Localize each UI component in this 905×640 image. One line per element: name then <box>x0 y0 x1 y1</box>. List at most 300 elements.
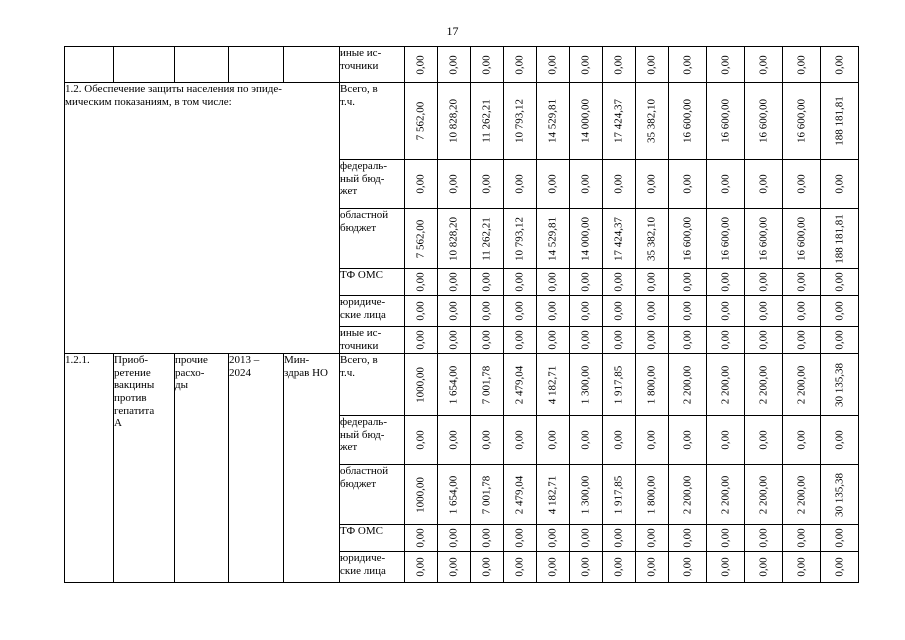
funding-source: Всего, в т.ч. <box>340 83 405 160</box>
amount-cell <box>537 83 570 160</box>
amount-value: 0,00 <box>579 528 592 548</box>
amount-cell <box>405 209 438 269</box>
amount-value: 35 382,10 <box>645 216 658 261</box>
amount-cell <box>504 354 537 416</box>
amount-value: 0,00 <box>579 54 592 75</box>
amount-cell <box>405 465 438 525</box>
amount-cell <box>669 83 707 160</box>
amount-value: 0,00 <box>833 174 846 194</box>
amount-value: 1 800,00 <box>645 365 658 404</box>
amount-cell <box>603 47 636 83</box>
amount-value: 0,00 <box>645 272 658 292</box>
table-row <box>65 83 859 160</box>
funding-source: федераль- ный бюд- жет <box>340 160 405 209</box>
amount-cell <box>471 269 504 296</box>
amount-value: 0,00 <box>795 330 808 350</box>
amount-cell <box>745 354 783 416</box>
amount-value: 2 200,00 <box>719 365 732 404</box>
amount-cell <box>707 525 745 552</box>
amount-value: 0,00 <box>546 430 559 450</box>
amount-cell <box>783 416 821 465</box>
amount-cell <box>707 416 745 465</box>
amount-cell <box>438 209 471 269</box>
amount-cell <box>471 47 504 83</box>
item-executor: Мин- здрав НО <box>284 354 340 583</box>
amount-value: 0,00 <box>833 528 846 548</box>
funding-source: ТФ ОМС <box>340 525 405 552</box>
amount-value: 0,00 <box>719 528 732 548</box>
amount-value: 0,00 <box>546 301 559 321</box>
amount-value: 0,00 <box>833 430 846 450</box>
amount-value: 0,00 <box>480 557 493 577</box>
amount-value: 11 262,21 <box>480 99 493 143</box>
amount-value: 0,00 <box>833 557 846 577</box>
amount-value: 0,00 <box>513 330 526 350</box>
amount-cell <box>438 525 471 552</box>
amount-cell <box>537 209 570 269</box>
amount-cell <box>745 525 783 552</box>
amount-cell <box>537 465 570 525</box>
amount-cell <box>537 354 570 416</box>
item-period: 2013 – 2024 <box>229 354 284 583</box>
amount-cell <box>570 354 603 416</box>
amount-cell <box>471 552 504 583</box>
amount-value: 0,00 <box>757 54 770 75</box>
amount-value: 0,00 <box>795 430 808 450</box>
amount-value: 0,00 <box>833 301 846 321</box>
amount-cell <box>405 525 438 552</box>
amount-cell <box>570 525 603 552</box>
amount-cell <box>471 296 504 327</box>
amount-value: 0,00 <box>513 174 526 194</box>
amount-value: 0,00 <box>681 528 694 548</box>
amount-cell <box>707 160 745 209</box>
amount-cell <box>745 160 783 209</box>
amount-value: 0,00 <box>612 430 625 450</box>
amount-value: 0,00 <box>612 330 625 350</box>
amount-value: 0,00 <box>480 301 493 321</box>
amount-cell <box>438 296 471 327</box>
amount-cell <box>745 552 783 583</box>
amount-cell <box>707 296 745 327</box>
amount-cell <box>471 354 504 416</box>
amount-cell <box>570 327 603 354</box>
amount-cell <box>504 83 537 160</box>
budget-table <box>64 46 859 583</box>
amount-cell <box>603 354 636 416</box>
amount-value: 0,00 <box>414 430 427 450</box>
amount-cell <box>821 83 859 160</box>
amount-cell <box>504 269 537 296</box>
amount-value: 16 600,00 <box>719 99 732 143</box>
amount-cell <box>783 327 821 354</box>
amount-value: 0,00 <box>414 272 427 292</box>
amount-value: 0,00 <box>757 272 770 292</box>
amount-cell <box>783 525 821 552</box>
amount-value: 0,00 <box>757 430 770 450</box>
amount-cell <box>504 160 537 209</box>
amount-value: 0,00 <box>681 301 694 321</box>
amount-cell <box>669 354 707 416</box>
amount-value: 0,00 <box>513 557 526 577</box>
amount-cell <box>745 209 783 269</box>
amount-value: 1 300,00 <box>579 365 592 404</box>
amount-value: 0,00 <box>579 301 592 321</box>
amount-cell <box>783 47 821 83</box>
amount-cell <box>570 209 603 269</box>
funding-source: юридиче- ские лица <box>340 552 405 583</box>
amount-value: 0,00 <box>719 330 732 350</box>
amount-value: 7 562,00 <box>414 101 427 141</box>
amount-value: 2 200,00 <box>795 475 808 514</box>
amount-value: 0,00 <box>480 174 493 194</box>
amount-cell <box>570 269 603 296</box>
amount-cell <box>821 160 859 209</box>
amount-cell <box>603 465 636 525</box>
amount-cell <box>603 160 636 209</box>
amount-cell <box>745 327 783 354</box>
amount-value: 10 828,20 <box>447 99 460 143</box>
amount-value: 17 424,37 <box>612 216 625 261</box>
amount-cell <box>669 327 707 354</box>
amount-cell <box>669 552 707 583</box>
amount-value: 0,00 <box>795 528 808 548</box>
amount-value: 0,00 <box>645 174 658 194</box>
amount-value: 0,00 <box>513 301 526 321</box>
funding-source: федераль- ный бюд- жет <box>340 416 405 465</box>
period-cell <box>229 47 284 83</box>
amount-value: 11 262,21 <box>480 216 493 261</box>
amount-cell <box>669 525 707 552</box>
amount-value: 0,00 <box>681 430 694 450</box>
amount-cell <box>745 47 783 83</box>
amount-cell <box>821 296 859 327</box>
amount-value: 35 382,10 <box>645 99 658 143</box>
amount-value: 0,00 <box>681 54 694 75</box>
amount-value: 16 600,00 <box>795 216 808 261</box>
amount-cell <box>603 552 636 583</box>
amount-cell <box>570 296 603 327</box>
item-name: Приоб- ретение вакцины против гепатита А <box>114 354 175 583</box>
amount-value: 0,00 <box>447 272 460 292</box>
amount-cell <box>504 552 537 583</box>
amount-cell <box>504 209 537 269</box>
amount-value: 0,00 <box>513 528 526 548</box>
amount-value: 1000,00 <box>414 476 427 513</box>
amount-cell <box>405 327 438 354</box>
amount-value: 0,00 <box>645 430 658 450</box>
amount-value: 1 300,00 <box>579 475 592 514</box>
amount-value: 0,00 <box>546 528 559 548</box>
amount-cell <box>669 269 707 296</box>
amount-value: 16 600,00 <box>719 216 732 261</box>
funding-source: иные ис- точники <box>340 47 405 83</box>
amount-value: 16 600,00 <box>757 216 770 261</box>
amount-cell <box>636 525 669 552</box>
funding-source: ТФ ОМС <box>340 269 405 296</box>
amount-value: 0,00 <box>579 430 592 450</box>
executor-cell <box>284 47 340 83</box>
amount-cell <box>783 83 821 160</box>
amount-value: 0,00 <box>579 557 592 577</box>
amount-value: 0,00 <box>447 430 460 450</box>
amount-value: 0,00 <box>795 174 808 194</box>
amount-cell <box>783 552 821 583</box>
amount-cell <box>603 296 636 327</box>
amount-value: 17 424,37 <box>612 99 625 143</box>
amount-cell <box>707 209 745 269</box>
amount-cell <box>783 465 821 525</box>
amount-cell <box>707 47 745 83</box>
amount-value: 0,00 <box>719 430 732 450</box>
amount-value: 2 200,00 <box>681 365 694 404</box>
amount-value: 2 200,00 <box>719 475 732 514</box>
amount-cell <box>636 354 669 416</box>
amount-cell <box>537 269 570 296</box>
amount-value: 0,00 <box>546 557 559 577</box>
amount-cell <box>570 160 603 209</box>
amount-cell <box>636 552 669 583</box>
amount-value: 0,00 <box>795 272 808 292</box>
amount-cell <box>821 327 859 354</box>
amount-cell <box>669 296 707 327</box>
amount-cell <box>438 416 471 465</box>
amount-cell <box>821 354 859 416</box>
amount-cell <box>405 354 438 416</box>
amount-value: 0,00 <box>645 54 658 75</box>
amount-value: 0,00 <box>546 54 559 75</box>
amount-cell <box>783 209 821 269</box>
amount-cell <box>821 416 859 465</box>
amount-value: 2 200,00 <box>795 365 808 404</box>
amount-cell <box>471 416 504 465</box>
amount-value: 16 600,00 <box>681 216 694 261</box>
amount-value: 0,00 <box>795 301 808 321</box>
amount-cell <box>745 83 783 160</box>
amount-cell <box>603 269 636 296</box>
amount-value: 0,00 <box>447 528 460 548</box>
amount-cell <box>707 83 745 160</box>
page-number: 17 <box>446 24 459 38</box>
amount-value: 10 828,20 <box>447 216 460 261</box>
amount-value: 7 001,78 <box>480 475 493 514</box>
amount-cell <box>636 83 669 160</box>
amount-value: 7 562,00 <box>414 219 427 258</box>
amount-cell <box>504 525 537 552</box>
amount-value: 1 800,00 <box>645 475 658 514</box>
amount-value: 0,00 <box>579 174 592 194</box>
amount-cell <box>783 160 821 209</box>
amount-cell <box>821 465 859 525</box>
amount-value: 1 917,85 <box>612 365 625 404</box>
amount-value: 0,00 <box>757 528 770 548</box>
amount-cell <box>821 525 859 552</box>
amount-value: 0,00 <box>757 301 770 321</box>
amount-value: 10 793,12 <box>513 216 526 261</box>
amount-value: 0,00 <box>480 430 493 450</box>
amount-value: 0,00 <box>480 330 493 350</box>
amount-value: 0,00 <box>681 557 694 577</box>
amount-cell <box>537 160 570 209</box>
amount-value: 0,00 <box>447 330 460 350</box>
funding-source: областной бюджет <box>340 209 405 269</box>
amount-value: 0,00 <box>546 174 559 194</box>
amount-cell <box>537 327 570 354</box>
amount-cell <box>636 47 669 83</box>
amount-value: 14 529,81 <box>546 99 559 143</box>
amount-value: 0,00 <box>414 330 427 350</box>
amount-cell <box>570 47 603 83</box>
amount-cell <box>471 327 504 354</box>
amount-value: 0,00 <box>612 557 625 577</box>
amount-cell <box>821 269 859 296</box>
amount-cell <box>783 269 821 296</box>
amount-value: 0,00 <box>681 330 694 350</box>
amount-cell <box>405 47 438 83</box>
amount-cell <box>745 296 783 327</box>
amount-value: 0,00 <box>833 272 846 292</box>
amount-value: 0,00 <box>645 330 658 350</box>
amount-cell <box>438 160 471 209</box>
amount-cell <box>504 47 537 83</box>
amount-cell <box>471 160 504 209</box>
amount-cell <box>537 296 570 327</box>
amount-cell <box>821 209 859 269</box>
amount-value: 0,00 <box>513 272 526 292</box>
amount-cell <box>438 465 471 525</box>
amount-cell <box>821 552 859 583</box>
amount-value: 2 200,00 <box>757 365 770 404</box>
amount-cell <box>471 525 504 552</box>
amount-value: 16 600,00 <box>681 99 694 143</box>
amount-cell <box>669 209 707 269</box>
amount-cell <box>669 465 707 525</box>
amount-value: 0,00 <box>414 301 427 321</box>
amount-value: 2 479,04 <box>513 365 526 404</box>
section-title: 1.2. Обеспечение защиты населения по эпиде- мическим показаниям, в том числе: <box>65 83 340 354</box>
amount-cell <box>438 47 471 83</box>
amount-cell <box>471 465 504 525</box>
amount-cell <box>636 416 669 465</box>
amount-cell <box>570 416 603 465</box>
amount-cell <box>783 354 821 416</box>
amount-value: 0,00 <box>757 330 770 350</box>
amount-value: 0,00 <box>447 557 460 577</box>
amount-value: 0,00 <box>447 54 460 75</box>
amount-value: 0,00 <box>414 54 427 75</box>
amount-value: 2 200,00 <box>681 475 694 514</box>
amount-value: 0,00 <box>833 330 846 350</box>
amount-cell <box>745 416 783 465</box>
amount-value: 0,00 <box>757 557 770 577</box>
amount-cell <box>504 327 537 354</box>
amount-cell <box>537 416 570 465</box>
amount-cell <box>745 465 783 525</box>
amount-cell <box>603 83 636 160</box>
amount-cell <box>405 83 438 160</box>
amount-value: 0,00 <box>546 272 559 292</box>
amount-cell <box>636 269 669 296</box>
funding-source: Всего, в т.ч. <box>340 354 405 416</box>
amount-value: 0,00 <box>447 174 460 194</box>
amount-cell <box>603 327 636 354</box>
amount-value: 0,00 <box>612 528 625 548</box>
amount-value: 0,00 <box>546 330 559 350</box>
amount-cell <box>636 465 669 525</box>
amount-value: 0,00 <box>513 54 526 75</box>
amount-value: 0,00 <box>480 528 493 548</box>
amount-cell <box>669 47 707 83</box>
amount-value: 0,00 <box>414 174 427 194</box>
amount-cell <box>438 327 471 354</box>
amount-cell <box>471 83 504 160</box>
amount-value: 0,00 <box>795 54 808 75</box>
amount-cell <box>504 296 537 327</box>
amount-cell <box>537 47 570 83</box>
amount-cell <box>504 416 537 465</box>
amount-value: 0,00 <box>795 557 808 577</box>
amount-value: 0,00 <box>719 54 732 75</box>
amount-value: 0,00 <box>612 174 625 194</box>
amount-value: 2 479,04 <box>513 475 526 514</box>
funding-source: юридиче- ские лица <box>340 296 405 327</box>
amount-value: 14 000,00 <box>579 99 592 143</box>
item-name-cell <box>114 47 175 83</box>
amount-cell <box>783 296 821 327</box>
amount-cell <box>636 327 669 354</box>
table-row <box>65 47 859 83</box>
amount-cell <box>438 269 471 296</box>
amount-value: 0,00 <box>645 301 658 321</box>
amount-value: 0,00 <box>612 272 625 292</box>
amount-value: 0,00 <box>645 528 658 548</box>
amount-value: 0,00 <box>447 301 460 321</box>
amount-cell <box>707 354 745 416</box>
amount-cell <box>405 160 438 209</box>
amount-cell <box>603 209 636 269</box>
amount-value: 0,00 <box>480 54 493 75</box>
amount-value: 30 135,38 <box>833 472 846 517</box>
amount-value: 1000,00 <box>414 366 427 403</box>
amount-cell <box>707 465 745 525</box>
amount-cell <box>438 354 471 416</box>
amount-cell <box>537 552 570 583</box>
amount-value: 0,00 <box>719 301 732 321</box>
amount-value: 0,00 <box>681 174 694 194</box>
amount-cell <box>603 416 636 465</box>
amount-value: 7 001,78 <box>480 365 493 404</box>
amount-value: 0,00 <box>480 272 493 292</box>
amount-cell <box>570 552 603 583</box>
amount-cell <box>405 269 438 296</box>
amount-value: 2 200,00 <box>757 475 770 514</box>
amount-cell <box>438 83 471 160</box>
amount-value: 0,00 <box>612 54 625 75</box>
amount-cell <box>405 416 438 465</box>
amount-value: 1 654,00 <box>447 365 460 404</box>
amount-cell <box>707 552 745 583</box>
amount-cell <box>636 296 669 327</box>
funding-source: иные ис- точники <box>340 327 405 354</box>
expense-type: прочие расхо- ды <box>175 354 229 583</box>
amount-cell <box>603 525 636 552</box>
amount-cell <box>438 552 471 583</box>
amount-cell <box>537 525 570 552</box>
amount-cell <box>570 465 603 525</box>
item-number-cell <box>65 47 114 83</box>
amount-value: 0,00 <box>833 54 846 75</box>
amount-cell <box>821 47 859 83</box>
